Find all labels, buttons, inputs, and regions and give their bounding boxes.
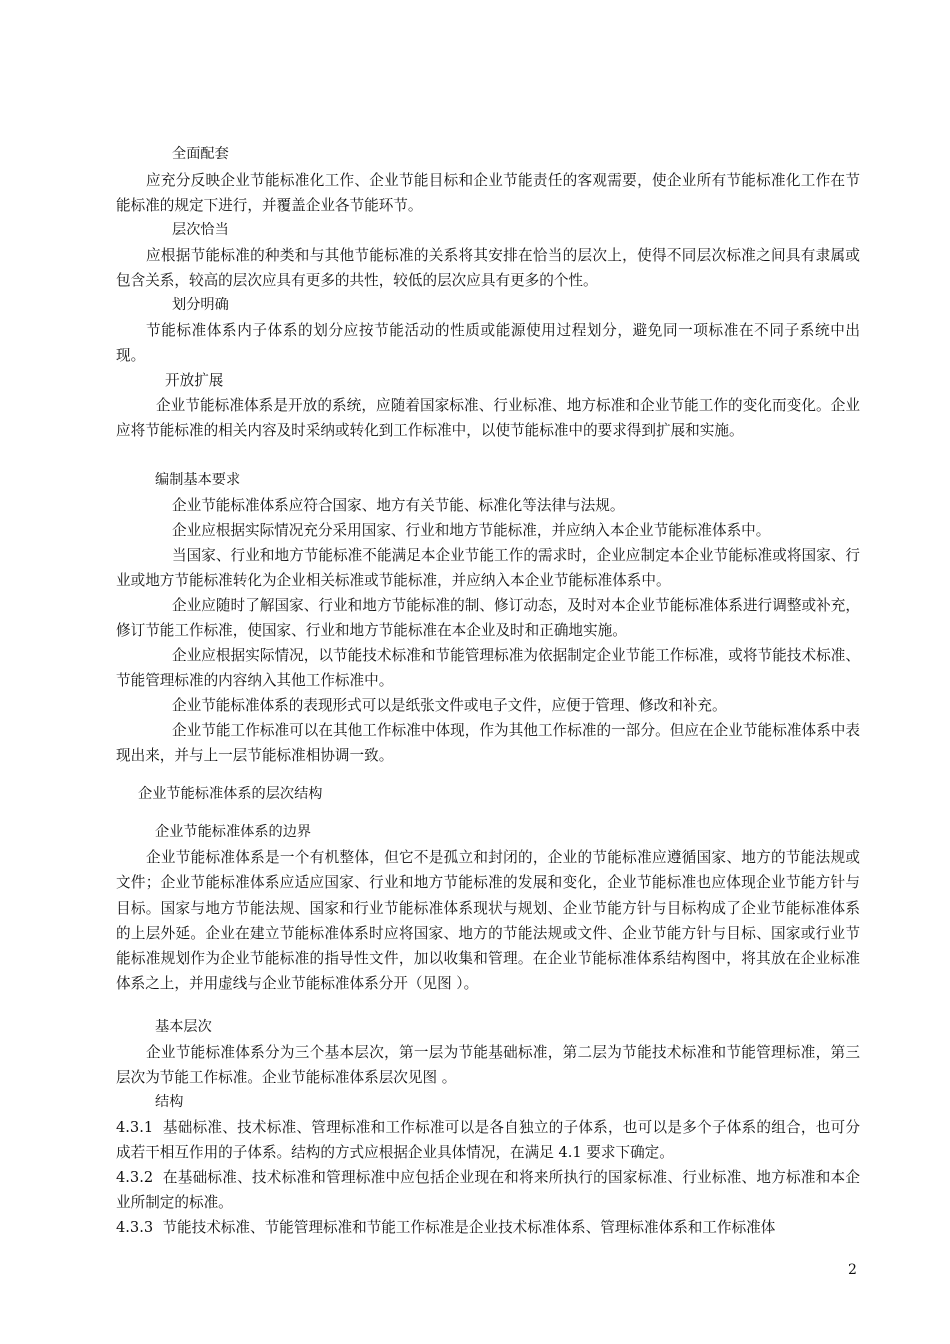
page-number: 2 <box>848 1262 857 1278</box>
requirement-item: 企业节能标准体系的表现形式可以是纸张文件或电子文件，应便于管理、修改和补充。 <box>172 697 727 714</box>
heading-full-coverage: 全面配套 <box>172 146 229 162</box>
paragraph-basic-levels: 企业节能标准体系分为三个基本层次，第一层为节能基础标准，第二层为节能技术标准和节能管理标准，第三层次为节能工作标准。企业节能标准体系层次见图 。 <box>116 1044 860 1087</box>
clause-number: 4.3.3 <box>116 1219 154 1236</box>
clause-text: 在基础标准、技术标准和管理标准中应包括企业现在和将来所执行的国家标准、行业标准、地方标准和本企业所制定的标准。 <box>116 1169 860 1212</box>
clause-number: 4.3.1 <box>116 1119 154 1136</box>
requirement-item: 企业应随时了解国家、行业和地方节能标准的制、修订动态，及时对本企业节能标准体系进行调整或补充，修订节能工作标准，使国家、行业和地方节能标准在本企业及时和正确地实施。 <box>116 597 860 640</box>
heading-clear-division: 划分明确 <box>172 297 229 313</box>
paragraph-open-extension: 企业节能标准体系是开放的系统，应随着国家标准、行业标准、地方标准和企业节能工作的变化而变化。企业应将节能标准的相关内容及时采纳或转化到工作标准中，以使节能标准中的要求得到扩展和实施。 <box>116 397 860 440</box>
heading-boundary: 企业节能标准体系的边界 <box>155 824 312 840</box>
heading-appropriate-level: 层次恰当 <box>172 222 229 238</box>
heading-basic-levels: 基本层次 <box>155 1019 212 1035</box>
requirement-item: 当国家、行业和地方节能标准不能满足本企业节能工作的需求时，企业应制定本企业节能标准或将国家、行业或地方节能标准转化为企业相关标准或节能标准，并应纳入本企业节能标准体系中。 <box>116 547 860 590</box>
paragraph-boundary: 企业节能标准体系是一个有机整体，但它不是孤立和封闭的，企业的节能标准应遵循国家、地方的节能法规或文件；企业节能标准体系应适应国家、行业和地方节能标准的发展和变化，企业节能标准也应体现企业节能方针与目标。国家与地方节能法规、国家和行业节能标准体系现状与规划、企业节能方针与目标构成了企业节能标准体系的上层外延。企业在建立节能标准体系时应将国家、地方的节能法规或文件、企业节能方针与目标、国家或行业节能标准规划作为企业节能标准的指导性文件，加以收集和管理。在企业节能标准体系结构图中，将其放在企业标准体系之上，并用虚线与企业节能标准体系分开（见图 ）。 <box>116 849 860 993</box>
heading-basic-requirements: 编制基本要求 <box>155 472 241 488</box>
clause-4-3-2 <box>116 1165 860 1216</box>
heading-hierarchy-structure: 企业节能标准体系的层次结构 <box>138 786 323 802</box>
clause-text: 节能技术标准、节能管理标准和节能工作标准是企业技术标准体系、管理标准体系和工作标准体 <box>162 1219 776 1236</box>
paragraph-appropriate-level: 应根据节能标准的种类和与其他节能标准的关系将其安排在恰当的层次上，使得不同层次标准之间具有隶属或包含关系，较高的层次应具有更多的共性，较低的层次应具有更多的个性。 <box>116 247 860 290</box>
paragraph-clear-division: 节能标准体系内子体系的划分应按节能活动的性质或能源使用过程划分，避免同一项标准在不同子系统中出现。 <box>116 322 860 365</box>
heading-structure: 结构 <box>155 1094 184 1110</box>
requirement-item: 企业应根据实际情况，以节能技术标准和节能管理标准为依据制定企业节能工作标准，或将节能技术标准、节能管理标准的内容纳入其他工作标准中。 <box>116 647 860 690</box>
paragraph-full-coverage: 应充分反映企业节能标准化工作、企业节能目标和企业节能责任的客观需要，使企业所有节能标准化工作在节能标准的规定下进行，并覆盖企业各节能环节。 <box>116 172 860 215</box>
heading-open-extension: 开放扩展 <box>165 372 224 389</box>
requirement-item: 企业节能标准体系应符合国家、地方有关节能、标准化等法律与法规。 <box>172 497 625 514</box>
clause-4-3-1 <box>116 1115 860 1166</box>
requirement-item: 企业节能工作标准可以在其他工作标准中体现，作为其他工作标准的一部分。但应在企业节能标准体系中表现出来，并与上一层节能标准相协调一致。 <box>116 722 860 765</box>
requirement-item: 企业应根据实际情况充分采用国家、行业和地方节能标准，并应纳入本企业节能标准体系中。 <box>172 522 771 539</box>
clause-4-3-3 <box>116 1215 860 1240</box>
clause-text: 基础标准、技术标准、管理标准和工作标准可以是各自独立的子体系，也可以是多个子体系的组合，也可分成若干相互作用的子体系。结构的方式应根据企业具体情况，在满足 4.1 要求下确定。 <box>116 1119 860 1162</box>
clause-number: 4.3.2 <box>116 1169 154 1186</box>
